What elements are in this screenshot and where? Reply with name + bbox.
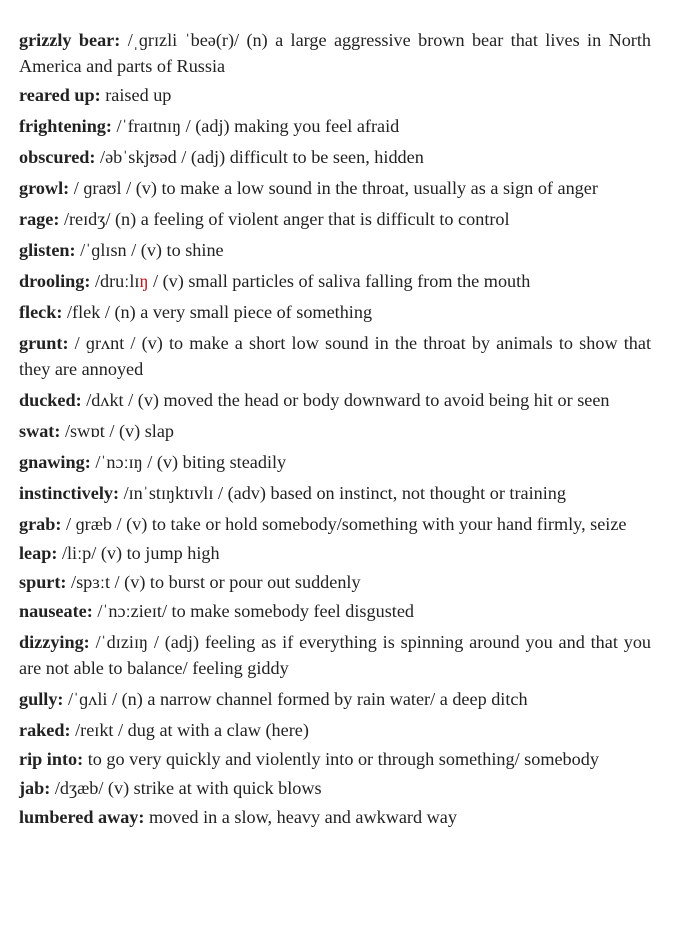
entry-term: gully: (19, 689, 64, 709)
entry-definition: (adj) feeling as if everything is spinning around you and that you are not able to balance/ feeling giddy (19, 632, 652, 678)
entry-definition: (adv) based on instinct, not thought or training (227, 483, 566, 503)
entry-definition: (v) to take or hold somebody/something with your hand firmly, seize (126, 514, 627, 534)
entry-pronunciation: /swɒt / (64, 421, 115, 441)
glossary-entry (19, 237, 651, 263)
entry-pronunciation: /reɪkt / (75, 720, 124, 740)
entry-term: frightening: (19, 116, 112, 136)
glossary-entry (19, 775, 651, 801)
entry-pronunciation: /ˈnɔːɪŋ / (95, 452, 153, 472)
entry-pronunciation: /ɪnˈstɪŋktɪvlɪ / (123, 483, 224, 503)
glossary-entry (19, 804, 651, 830)
glossary-entry (19, 480, 651, 506)
glossary-entry (19, 387, 651, 413)
entry-pronunciation: /druːlɪŋ / (94, 271, 159, 291)
glossary-entry (19, 175, 651, 201)
entry-term: obscured: (19, 147, 96, 167)
entry-pronunciation: /flek / (66, 302, 110, 322)
entry-pronunciation: /spɜːt / (71, 572, 120, 592)
entry-term: gnawing: (19, 452, 91, 472)
glossary-entry (19, 449, 651, 475)
entry-definition: to make somebody feel disgusted (171, 601, 414, 621)
entry-definition: (v) to make a short low sound in the throat by animals to show that they are annoyed (19, 333, 652, 379)
glossary-entry (19, 746, 651, 772)
highlighted-phoneme: ŋ (139, 271, 149, 291)
entry-term: raked: (19, 720, 71, 740)
glossary-entry (19, 540, 651, 566)
entry-pronunciation: /əbˈskjʊəd / (100, 147, 187, 167)
entry-pronunciation: / ɡræb / (65, 514, 122, 534)
entry-term: nauseate: (19, 601, 93, 621)
entry-pronunciation: /ˈfraɪtnɪŋ / (116, 116, 191, 136)
entry-definition: (n) a feeling of violent anger that is difficult to control (114, 209, 510, 229)
glossary-entry (19, 299, 651, 325)
entry-pronunciation: /dʌkt / (86, 390, 134, 410)
entry-term: growl: (19, 178, 70, 198)
glossary-list (19, 27, 651, 830)
entry-term: jab: (19, 778, 51, 798)
entry-pronunciation: /ˌɡrɪzli ˈbeə(r)/ (127, 30, 240, 50)
entry-definition: dug at with a claw (here) (127, 720, 309, 740)
glossary-entry (19, 686, 651, 712)
entry-term: rage: (19, 209, 60, 229)
entry-term: drooling: (19, 271, 91, 291)
glossary-entry (19, 82, 651, 108)
entry-definition: (v) slap (118, 421, 175, 441)
entry-definition: (n) a large aggressive brown bear that lives in North America and parts of Russia (19, 30, 652, 76)
entry-definition: (adj) making you feel afraid (195, 116, 400, 136)
entry-definition: (v) to burst or pour out suddenly (124, 572, 361, 592)
entry-definition: raised up (105, 85, 172, 105)
entry-term: glisten: (19, 240, 76, 260)
entry-pronunciation: /dʒæb/ (54, 778, 104, 798)
glossary-entry (19, 418, 651, 444)
glossary-entry (19, 113, 651, 139)
entry-definition: (v) to make a low sound in the throat, usually as a sign of anger (135, 178, 598, 198)
glossary-entry (19, 144, 651, 170)
entry-pronunciation: /ˈɡʌli / (68, 689, 118, 709)
entry-term: leap: (19, 543, 58, 563)
entry-definition: (v) biting steadily (156, 452, 287, 472)
entry-term: rip into: (19, 749, 84, 769)
entry-definition: (v) to shine (140, 240, 224, 260)
entry-term: ducked: (19, 390, 82, 410)
entry-definition: (n) a very small piece of something (114, 302, 373, 322)
entry-definition: (v) moved the head or body downward to avoid being hit or seen (137, 390, 610, 410)
entry-pronunciation: /ˈdɪziɪŋ / (95, 632, 159, 652)
glossary-entry (19, 629, 651, 681)
entry-term: swat: (19, 421, 61, 441)
glossary-entry (19, 27, 651, 79)
entry-term: fleck: (19, 302, 63, 322)
entry-definition: to go very quickly and violently into or through something/ somebody (87, 749, 599, 769)
entry-pronunciation: / ɡraʊl / (73, 178, 132, 198)
entry-term: grunt: (19, 333, 69, 353)
glossary-entry (19, 330, 651, 382)
entry-definition: moved in a slow, heavy and awkward way (149, 807, 457, 827)
entry-term: grab: (19, 514, 62, 534)
entry-pronunciation: /ˈnɔːzieɪt/ (97, 601, 167, 621)
glossary-entry (19, 569, 651, 595)
glossary-entry (19, 268, 651, 294)
entry-definition: (v) to jump high (100, 543, 220, 563)
entry-definition: (adj) difficult to be seen, hidden (190, 147, 424, 167)
entry-pronunciation: /ˈɡlɪsn / (80, 240, 137, 260)
entry-definition: (v) strike at with quick blows (107, 778, 322, 798)
glossary-entry (19, 511, 651, 537)
entry-definition: (n) a narrow channel formed by rain water/ a deep ditch (121, 689, 528, 709)
entry-term: lumbered away: (19, 807, 145, 827)
entry-definition: (v) small particles of saliva falling from the mouth (162, 271, 531, 291)
entry-pronunciation: /liːp/ (61, 543, 97, 563)
entry-pronunciation: / ɡrʌnt / (74, 333, 136, 353)
entry-term: spurt: (19, 572, 67, 592)
entry-pronunciation: /reɪdʒ/ (63, 209, 111, 229)
entry-term: reared up: (19, 85, 101, 105)
glossary-entry (19, 598, 651, 624)
entry-term: grizzly bear: (19, 30, 121, 50)
entry-term: instinctively: (19, 483, 120, 503)
glossary-entry (19, 717, 651, 743)
entry-term: dizzying: (19, 632, 90, 652)
glossary-entry (19, 206, 651, 232)
